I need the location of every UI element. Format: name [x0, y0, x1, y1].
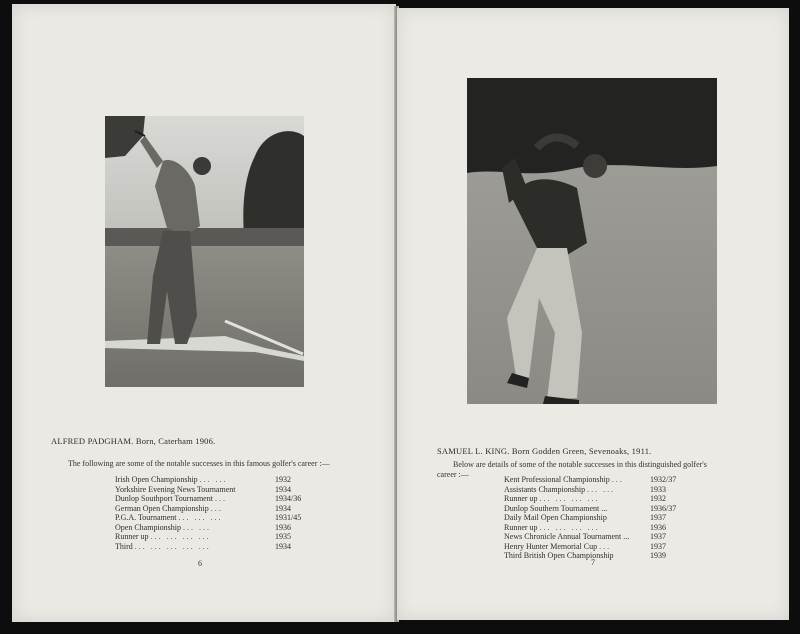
record-year: 1936/37 [650, 503, 677, 513]
record-year: 1932 [275, 475, 291, 484]
record-event: Third British Open Championship [504, 551, 614, 560]
record-leader-dots: ... ... ... ... [539, 522, 600, 532]
record-leader-dots: ... [599, 541, 612, 551]
career-record-row [115, 542, 300, 552]
golfer-photo-king [467, 78, 717, 404]
record-leader-dots: ... ... [183, 522, 211, 532]
record-year: 1939 [650, 551, 666, 560]
page-number: 6 [198, 559, 202, 568]
record-event: Assistants Championship [504, 484, 586, 494]
record-event: Dunlop Southern Tournament ... [504, 503, 608, 513]
career-record-row [504, 504, 689, 514]
record-year: 1932/37 [650, 475, 677, 484]
record-year: 1934 [275, 484, 291, 494]
record-event-group [115, 532, 273, 542]
record-event-group [504, 523, 644, 533]
record-event-group [504, 485, 644, 495]
record-event: Yorkshire Evening News Tournament [115, 484, 236, 494]
career-record-row [115, 523, 300, 533]
record-leader-dots: ... ... ... ... [150, 532, 211, 541]
golfer-caption [437, 446, 652, 456]
record-event: Henry Hunter Memorial Cup [504, 541, 598, 551]
career-record-list [504, 475, 689, 561]
page-number: 7 [591, 558, 595, 567]
golfer-photo-padgham [105, 116, 304, 387]
career-intro-line-2: career :— [437, 470, 469, 479]
golfer-caption [51, 436, 215, 446]
career-record-row [504, 542, 689, 552]
record-event: Runner up [504, 522, 538, 532]
record-year: 1934/36 [275, 494, 302, 503]
record-leader-dots: ... [214, 494, 227, 503]
record-event-group [504, 504, 644, 514]
career-record-row [504, 485, 689, 495]
record-leader-dots: ... ... ... ... [539, 494, 600, 503]
record-event-group [115, 523, 273, 533]
career-record-list [115, 475, 300, 551]
career-record-row [115, 532, 300, 542]
record-year: 1937 [650, 532, 666, 541]
golfer-name: SAMUEL L. KING. [437, 446, 510, 456]
record-event: Dunlop Southport Tournament [115, 494, 213, 503]
record-event: Kent Professional Championship [504, 475, 610, 484]
career-record-row [115, 475, 300, 485]
golfer-birth: Born, Caterham 1906. [135, 436, 216, 446]
record-year: 1936 [650, 522, 666, 532]
record-leader-dots: ... ... ... ... ... [134, 541, 211, 551]
career-record-row [504, 532, 689, 542]
record-leader-dots: ... [611, 475, 624, 484]
record-event: Runner up [504, 494, 538, 503]
record-event-group [115, 504, 273, 514]
record-event: News Chronicle Annual Tournament ... [504, 532, 630, 541]
record-year: 1931/45 [275, 513, 302, 522]
record-event-group [115, 542, 273, 552]
record-event: P.G.A. Tournament [115, 513, 177, 522]
record-year: 1935 [275, 532, 291, 541]
left-page [12, 4, 396, 622]
record-year: 1933 [650, 484, 666, 494]
record-event: Third [115, 541, 133, 551]
career-record-row [504, 475, 689, 485]
golfer-birth: Born Godden Green, Sevenoaks, 1911. [511, 446, 652, 456]
record-leader-dots: ... ... [199, 475, 228, 484]
record-event-group [115, 485, 273, 495]
record-year: 1932 [650, 494, 666, 503]
record-leader-dots: ... [210, 503, 223, 513]
record-leader-dots: ... ... [587, 484, 616, 494]
record-event: German Open Championship [115, 503, 209, 513]
career-record-row [504, 494, 689, 504]
career-record-row [115, 485, 300, 495]
record-event: Open Championship [115, 522, 181, 532]
career-record-row [115, 494, 300, 504]
career-intro: The following are some of the notable successes in this famous golfer's career :— [68, 459, 330, 468]
career-intro-line-1: Below are details of some of the notable successes in this distinguished golfer's [453, 460, 707, 469]
career-record-row [504, 523, 689, 533]
record-year: 1934 [275, 503, 291, 513]
golfer-name: ALFRED PADGHAM. [51, 436, 134, 446]
record-event-group [115, 494, 273, 504]
record-year: 1937 [650, 541, 666, 551]
record-year: 1934 [275, 541, 291, 551]
record-year: 1937 [650, 513, 666, 522]
record-event-group [504, 532, 644, 542]
record-event-group [504, 494, 644, 504]
record-event: Irish Open Championship [115, 475, 198, 484]
record-event-group [504, 542, 644, 552]
record-event-group [115, 475, 273, 485]
career-record-row [504, 513, 689, 523]
career-record-row [115, 504, 300, 514]
record-year: 1936 [275, 522, 291, 532]
record-event-group [504, 513, 644, 523]
career-record-row [115, 513, 300, 523]
record-event: Daily Mail Open Championship [504, 513, 607, 522]
record-event-group [504, 475, 644, 485]
record-leader-dots: ... ... ... [178, 513, 223, 522]
right-page [397, 8, 789, 620]
career-record-row [504, 551, 689, 561]
record-event-group [504, 551, 644, 561]
record-event: Runner up [115, 532, 149, 541]
record-event-group [115, 513, 273, 523]
